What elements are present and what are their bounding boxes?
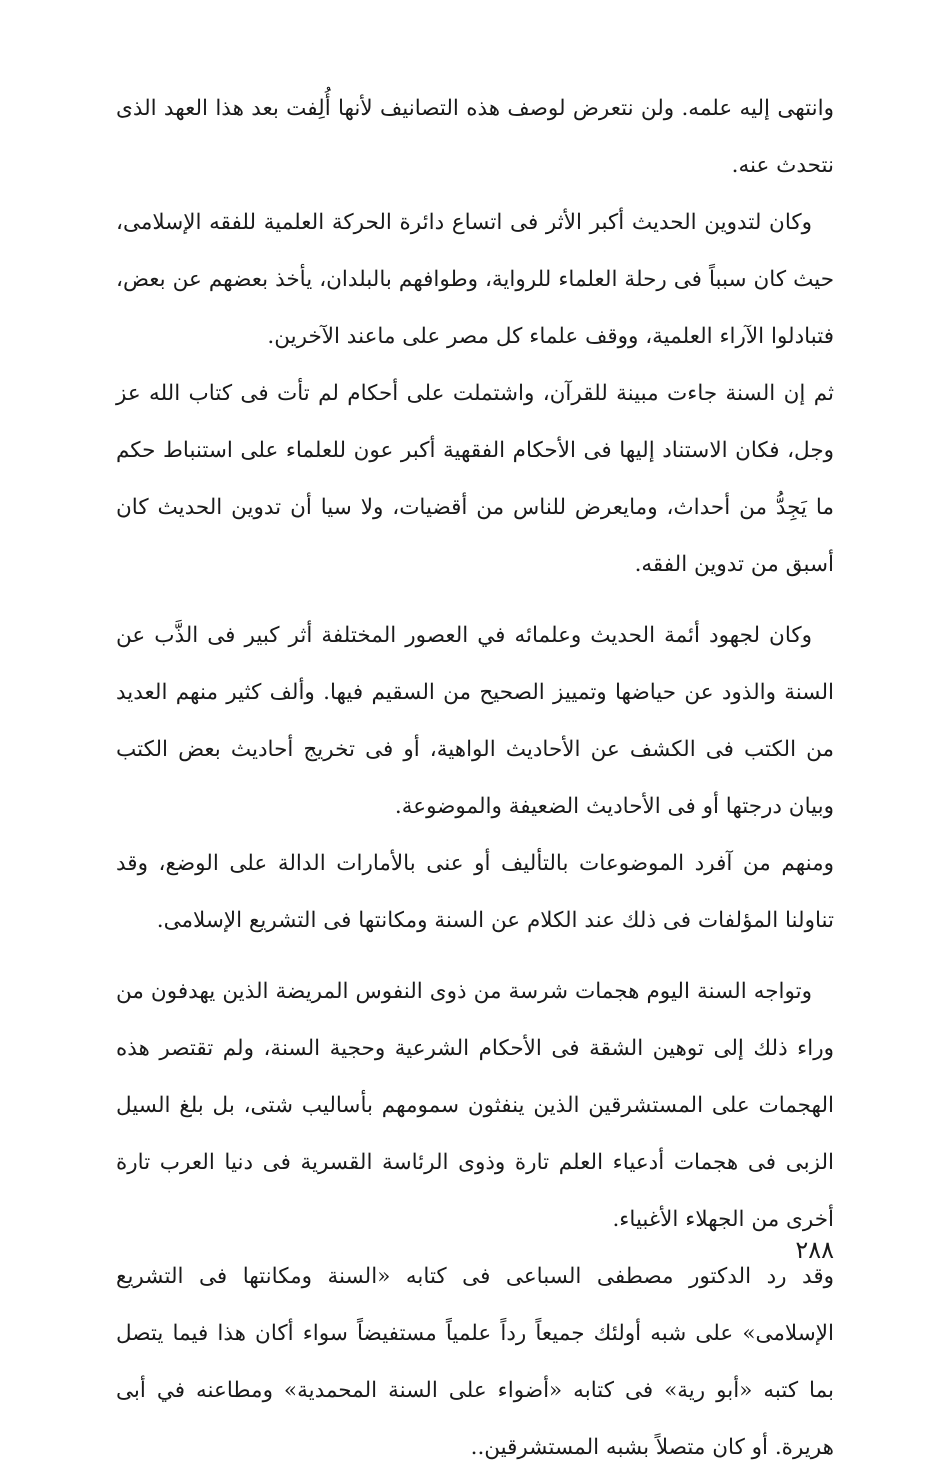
paragraph-gap (116, 593, 834, 607)
paragraph-attacks-on-sunnah: وتواجه السنة اليوم هجمات شرسة من ذوى النفوس المريضة الذين يهدفون من وراء ذلك إلى توهين الشقة فى الأحكام الشرعية وحجية السنة، ولم تقتصر هذه الهجمات على المستشرقين الذين ينفثون سمومهم بأساليب شتى، بل بلغ السيل الزبى فى هجمات أدعياء العلم تارة وذوى الرئاسة القسرية فى دنيا العرب تارة أخرى من الجهلاء الأغبياء. (116, 979, 834, 1232)
paragraph-continuation: وانتهى إليه علمه. ولن نتعرض لوصف هذه التصانيف لأنها أُلِفت بعد هذا العهد الذى نتحدث عنه. (116, 96, 834, 178)
page-body (116, 80, 834, 1476)
paragraph-sibai-response: وقد رد الدكتور مصطفى السباعى فى كتابه «السنة ومكانتها فى التشريع الإسلامى» على شبه أولئك جميعاً رداً علمياً مستفيضاً سواء أكان هذا فيما يتصل بما كتبه «أبو رية» فى كتابه «أضواء على السنة المحمدية» ومطاعنه في أبى هريرة. أو كان متصلاً بشبه المستشرقين.. (116, 1264, 834, 1460)
paragraph-hadith-scholars: وكان لجهود أئمة الحديث وعلمائه في العصور المختلفة أثر كبير فى الذَّب عن السنة والذود عن حياضها وتمييز الصحيح من السقيم فيها. وألف كثير منهم العديد من الكتب فى الكشف عن الأحاديث الواهية، أو فى تخريج أحاديث بعض الكتب وبيان درجتها أو فى الأحاديث الضعيفة والموضوعة. (116, 623, 834, 819)
paragraph-hadith-codification: وكان لتدوين الحديث أكبر الأثر فى اتساع دائرة الحركة العلمية للفقه الإسلامى، حيث كان سبباً فى رحلة العلماء للرواية، وطوافهم بالبلدان، يأخذ بعضهم عن بعض، فتبادلوا الآراء العلمية، ووقف علماء كل مصر على ماعند الآخرين. (116, 210, 834, 349)
paragraph-sunnah-explains-quran: ثم إن السنة جاءت مبينة للقرآن، واشتملت على أحكام لم تأت فى كتاب الله عز وجل، فكان الاستناد إليها فى الأحكام الفقهية أكبر عون للعلماء على استنباط حكم ما يَجِدُّ من أحداث، ومايعرض للناس من أقضيات، ولا سيا أن تدوين الحديث كان أسبق من تدوين الفقه. (116, 381, 834, 577)
paragraph-fabricated-hadith: ومنهم من آفرد الموضوعات بالتأليف أو عنى بالأمارات الدالة على الوضع، وقد تناولنا المؤلفات فى ذلك عند الكلام عن السنة ومكانتها فى التشريع الإسلامى. (116, 851, 834, 933)
page-number: ٢٨٨ (795, 1236, 834, 1264)
paragraph-gap (116, 949, 834, 963)
